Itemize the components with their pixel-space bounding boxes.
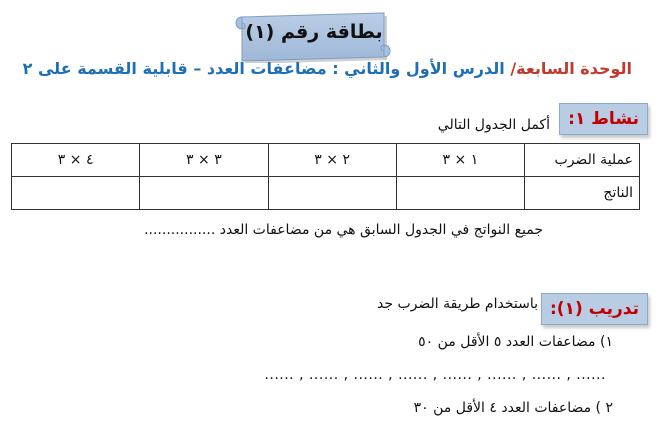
result-cell[interactable] [140, 177, 268, 210]
row-header-result: الناتج [525, 177, 640, 210]
result-cell[interactable] [396, 177, 524, 210]
lesson-heading [23, 59, 632, 78]
training-tag: تدريب (١): [541, 293, 648, 325]
row-header-operation: عملية الضرب [525, 144, 640, 177]
unit-label: الوحدة السابعة/ [510, 59, 632, 78]
result-cell[interactable] [268, 177, 396, 210]
activity-tag: نشاط ١: [559, 103, 648, 135]
products-sentence: جميع النواتج في الجدول السابق هي من مضاعفات العدد ................ [144, 222, 543, 238]
table-row-results [12, 177, 640, 210]
result-cell[interactable] [12, 177, 140, 210]
table-row-operations [12, 144, 640, 177]
multiplication-table [11, 143, 640, 210]
answer-line-1[interactable]: ...... , ...... , ...... , ...... , ...... , ...... , ...... , ...... [264, 367, 606, 383]
operation-cell: ١ × ٣ [396, 144, 524, 177]
operation-cell: ٤ × ٣ [12, 144, 140, 177]
training-instruction: باستخدام طريقة الضرب جد [377, 296, 538, 312]
question-2: ٢ ) مضاعفات العدد ٤ الأقل من ٣٠ [413, 400, 613, 416]
card-title-banner [232, 7, 396, 63]
operation-cell: ٣ × ٣ [140, 144, 268, 177]
question-1: ١) مضاعفات العدد ٥ الأقل من ٥٠ [418, 334, 613, 350]
operation-cell: ٢ × ٣ [268, 144, 396, 177]
card-title: بطاقة رقم (١) [245, 21, 383, 43]
activity-instruction: أكمل الجدول التالي [437, 117, 550, 133]
lesson-title: الدرس الأول والثاني : مضاعفات العدد – قابلية القسمة على ٢ [22, 59, 511, 78]
